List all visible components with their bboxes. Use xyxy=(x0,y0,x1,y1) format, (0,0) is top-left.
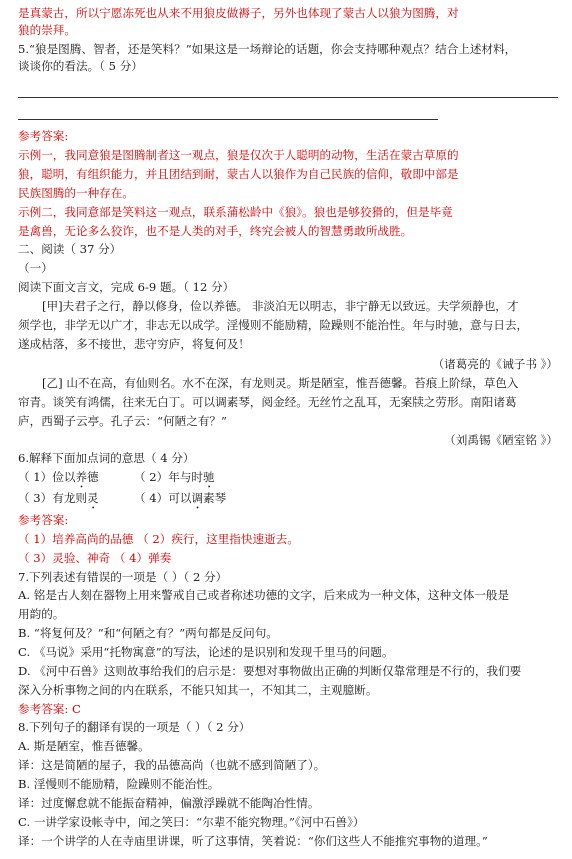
dotted-word: 养 xyxy=(75,470,88,484)
passage-a-line: 须学也，非学无以广才，非志无以成学。淫慢则不能励精，险躁则不能治性。年与时驰，意与日去， xyxy=(18,318,529,332)
question-7-title: 7.下列表述有错误的一项是（ ）（ 2 分） xyxy=(18,570,228,584)
reference-answer-line: 示例二，我同意部是笑料这一观点，联系蒲松龄中《狼》。狼也是够狡猾的，但是毕竟 xyxy=(18,205,453,219)
reference-answer-label: 参考答案: xyxy=(18,513,69,527)
passage-a-source: （诸葛亮的《诫子书 》） xyxy=(432,357,558,371)
item-text: 德 xyxy=(87,470,99,484)
passage-a-line: [甲]夫君子之行，静以修身，俭以养德。 非淡泊无以明志，非宁静无以致远。夫学须静也，才 xyxy=(42,299,519,313)
question-6-title: 6.解释下面加点词的意思（ 4 分） xyxy=(18,451,195,465)
item-text: （ 2）年与时 xyxy=(134,470,204,484)
reference-answer-value: C xyxy=(71,702,81,716)
item-text: （ 3）有龙则 xyxy=(18,491,88,505)
passage-b-line: 庐，西蜀子云亭。孔子云：“何陋之有？” xyxy=(18,414,227,428)
question-5-text: 5.“狼是图腾、智者，还是笑料？”如果这是一场辩论的话题，你会支持哪种观点？结合上述材料， xyxy=(18,42,517,56)
option-b: B. “将复何及？”和“何陋之有？”两句都是反问句。 xyxy=(18,626,278,640)
answer-continuation-line: 狼的崇拜。 xyxy=(18,23,76,37)
option-c: C. 《马说》采用“托物寓意”的写法，论述的是识别和发现千里马的问题。 xyxy=(18,645,394,659)
question-6-item-3 xyxy=(18,490,99,512)
subsection-title: （一） xyxy=(18,261,53,275)
passage-b-line: [乙] 山不在高，有仙则名。水不在深，有龙则灵。斯是陋室，惟吾德馨。苔痕上阶绿，草色入 xyxy=(42,376,519,390)
question-8-title: 8.下列句子的翻译有误的一项是（ ）（ 2 分） xyxy=(18,720,251,734)
dotted-word: 灵 xyxy=(87,491,99,505)
reference-answer-label: 参考答案: xyxy=(18,702,72,716)
question-5-text: 谈谈你的看法。（ 5 分） xyxy=(18,59,143,73)
reference-answer-line: 是禽兽，无论多么狡诈，也不是人类的对手，终究会被人的智慧勇敢所战胜。 xyxy=(18,224,413,238)
option-a: A. 斯是陋室，惟吾德馨。 xyxy=(18,739,150,753)
reference-answer-line: 民族图腾的一种存在。 xyxy=(18,186,134,200)
reference-answer-line: 示例一，我同意狼是图腾制者这一观点，狼是仅次于人聪明的动物，生活在蒙古草原的 xyxy=(18,148,459,162)
passage-a-line: 遂成枯落，多不接世，悲守穷庐，将复何及！ xyxy=(18,337,250,351)
item-text: （ 4）可以 xyxy=(134,491,192,505)
answer-blank-line xyxy=(18,119,438,120)
reference-answer-label: 参考答案: xyxy=(18,129,69,143)
reading-instruction: 阅读下面文言文，完成 6-9 题。（ 12 分） xyxy=(18,280,235,294)
passage-b-source: （刘禹锡《陋室铭 》） xyxy=(444,433,558,447)
reference-answer-line: （ 1）培养高尚的品德 （ 2）疾行，这里指快速逝去。 xyxy=(18,532,299,546)
option-d: D. 《河中石兽》这则故事给我们的启示是：要想对事物做出正确的判断仅靠常理是不行的，我们要 xyxy=(18,664,522,678)
option-c-translation: 译：一个讲学的人在寺庙里讲课，听了这事情，笑着说：“你们这些人不能推究事物的道理。” xyxy=(18,834,488,848)
option-b: B. 淫慢则不能励精，险躁则不能治性。 xyxy=(18,777,220,791)
reference-answer-line: 狼，聪明，有组织能力，并且团结到耐，蒙古人以狼作为自己民族的信仰，敬即中部是 xyxy=(18,167,459,181)
reference-answer-line: （ 3）灵验、神奇 （ 4）弹奏 xyxy=(18,551,172,565)
dotted-word: 驰 xyxy=(203,470,215,484)
option-c: C. 一讲学家设帐寺中，闻之笑曰：“尔辈不能究物理。”《河中石兽》） xyxy=(18,815,365,829)
option-d-cont: 深入分析事物之间的内在联系，不能只知其一，不知其二，主观臆断。 xyxy=(18,683,378,697)
passage-b-line: 帘青。谈笑有鸿儒，往来无白丁。可以调素琴，阅金经。无丝竹之乱耳，无案牍之劳形。南阳诸葛 xyxy=(18,395,517,409)
reference-answer xyxy=(18,701,81,717)
answer-continuation-line: 是真蒙古，所以宁愿冻死也从来不用狼皮做褥子，另外也体现了蒙古人以狼为图腾，对 xyxy=(18,6,459,20)
option-a: A. 铭是古人刻在器物上用来警戒自己或者称述功德的文字，后来成为一种文体，这种文体一般是 xyxy=(18,588,510,602)
option-a-translation: 译：这是简陋的屋子，我的品德高尚（也就不感到简陋了）。 xyxy=(18,758,326,772)
option-a-cont: 用韵的。 xyxy=(18,607,65,621)
item-text: 素琴 xyxy=(203,491,227,505)
question-6-item-4 xyxy=(134,490,226,512)
question-6-item-1 xyxy=(18,469,99,491)
answer-blank-line xyxy=(18,97,558,98)
dotted-word: 调 xyxy=(191,491,204,505)
item-text: （ 1）俭以 xyxy=(18,470,76,484)
question-6-item-2 xyxy=(134,469,215,491)
option-b-translation: 译：过度懈怠就不能振奋精神，偏激浮躁就不能陶冶性情。 xyxy=(18,796,320,810)
section-title: 二、阅读（ 37 分） xyxy=(18,242,122,256)
